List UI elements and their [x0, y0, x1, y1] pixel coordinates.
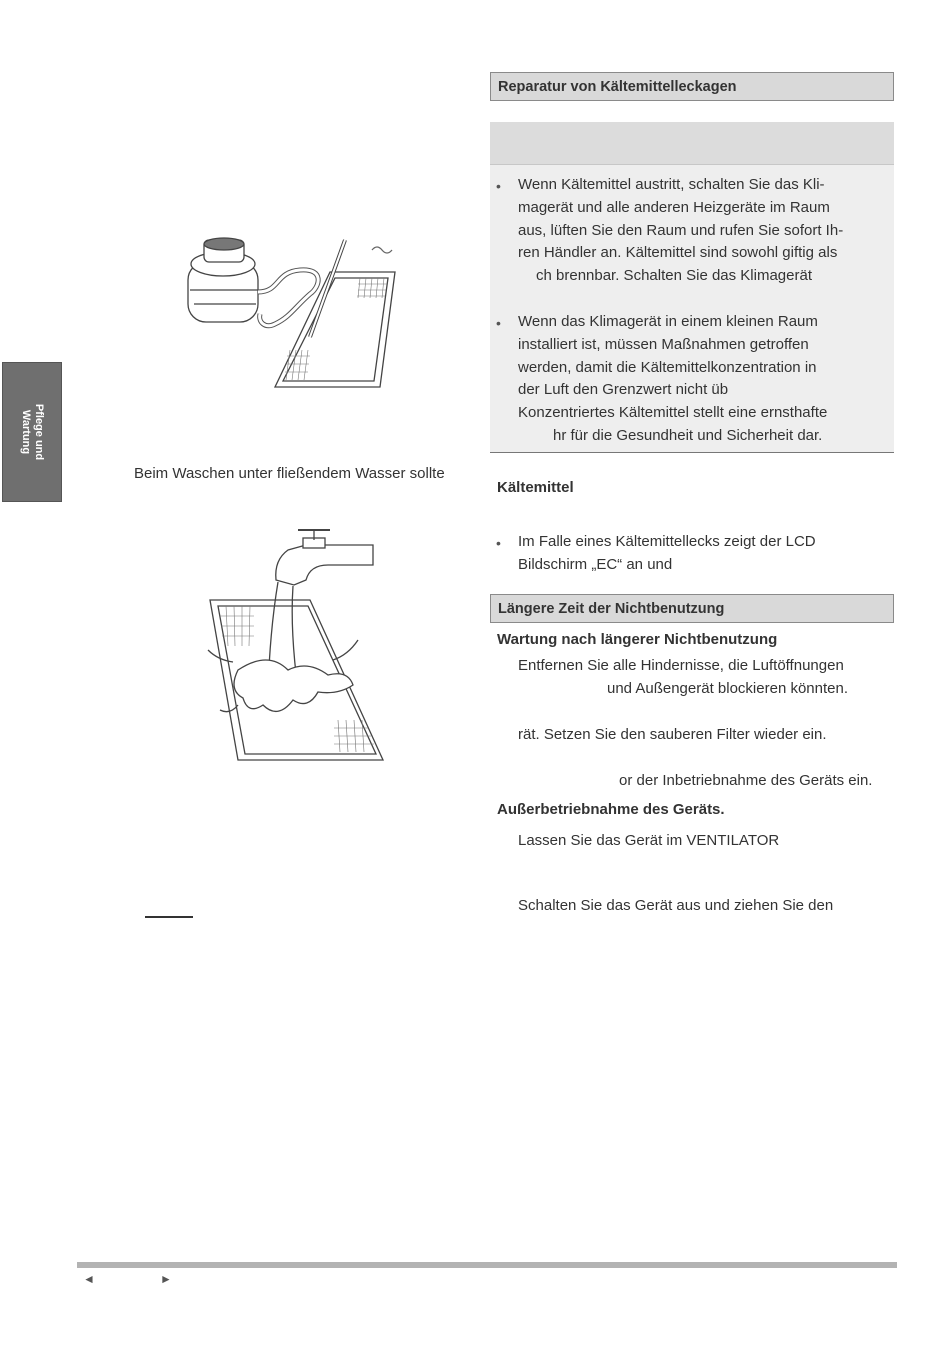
side-tab-line1: Pflege und	[32, 403, 45, 461]
text-line: Konzentriertes Kältemittel stellt eine ernsthafte	[518, 404, 828, 422]
warning-paragraph-2	[518, 311, 888, 448]
warning-box-header	[490, 122, 894, 165]
faucet-washing-illustration	[198, 520, 388, 770]
footer-bar	[77, 1262, 897, 1268]
short-underline	[145, 916, 193, 918]
text-line: Entfernen Sie alle Hindernisse, die Luftöffnungen	[518, 657, 844, 674]
text-line: hr für die Gesundheit und Sicherheit dar.	[553, 426, 823, 444]
text-line: der Luft den Grenzwert nicht üb	[518, 381, 729, 399]
warning-box-bottom-line	[490, 452, 894, 453]
side-tab-line2: Wartung	[19, 409, 32, 455]
text-line: Wenn das Klimagerät in einem kleinen Raum	[518, 313, 818, 330]
subheading-refrigerant: Kältemittel	[497, 479, 574, 496]
bullet-icon: •	[496, 315, 501, 331]
text-line: magerät und alle anderen Heizgeräte im Raum	[518, 198, 830, 216]
refrigerant-paragraph	[518, 531, 888, 577]
text-line: Im Falle eines Kältemittellecks zeigt der LCD	[518, 533, 816, 550]
text-line: Wenn Kältemittel austritt, schalten Sie das Kli-	[518, 176, 825, 193]
text-line: ren Händler an. Kältemittel sind sowohl giftig als	[518, 244, 838, 262]
text-line: ch brennbar. Schalten Sie das Klimagerät	[536, 267, 812, 285]
subheading-decommissioning: Außerbetriebnahme des Geräts.	[497, 801, 725, 818]
next-page-arrow-icon[interactable]: ►	[160, 1272, 172, 1286]
text-line: aus, lüften Sie den Raum und rufen Sie sofort Ih-	[518, 221, 844, 239]
washing-caption: Beim Waschen unter fließendem Wasser sollte	[134, 465, 445, 482]
bullet-icon: •	[496, 178, 501, 194]
text-line: und Außengerät blockieren könnten.	[607, 680, 849, 697]
text-line: Bildschirm „EC“ an und	[518, 555, 673, 573]
text-line: werden, damit die Kältemittelkonzentration in	[518, 358, 817, 376]
warning-paragraph-1	[518, 174, 888, 288]
subheading-maintenance-after-non-use: Wartung nach längerer Nichtbenutzung	[497, 631, 778, 648]
text-line: installiert ist, müssen Maßnahmen getroffen	[518, 335, 809, 353]
text-line: rät. Setzen Sie den sauberen Filter wieder ein.	[518, 726, 827, 743]
text-line: Lassen Sie das Gerät im VENTILATOR	[518, 832, 780, 849]
section-heading-refrigerant-leak: Reparatur von Kältemittelleckagen	[490, 72, 894, 101]
text-line: or der Inbetriebnahme des Geräts ein.	[619, 772, 873, 789]
previous-page-arrow-icon[interactable]: ◄	[83, 1272, 95, 1286]
text-line: Schalten Sie das Gerät aus und ziehen Sie den	[518, 897, 834, 914]
vacuum-cleaner-illustration	[180, 232, 410, 397]
bullet-icon: •	[496, 535, 501, 551]
side-tab	[2, 362, 62, 502]
section-heading-long-non-use: Längere Zeit der Nichtbenutzung	[490, 594, 894, 623]
side-tab-label	[19, 404, 45, 460]
